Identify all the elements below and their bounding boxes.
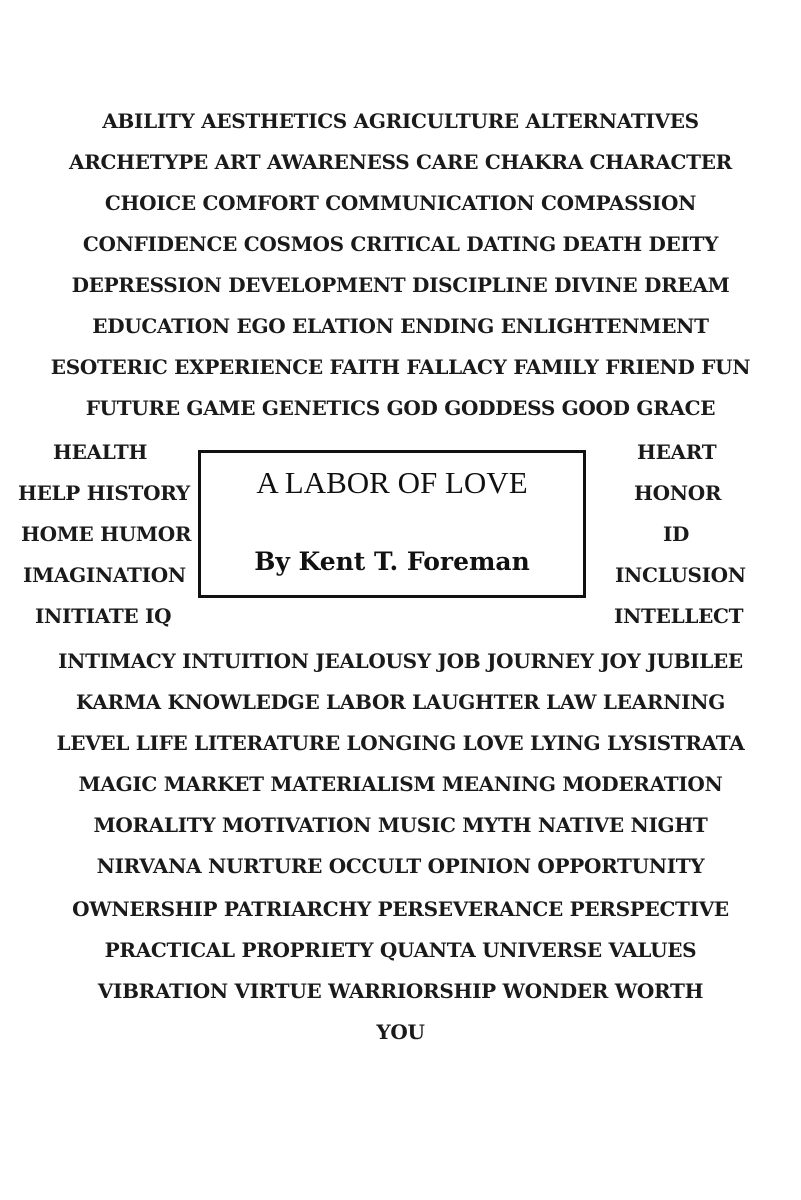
word-line: YOU [376,1020,425,1044]
word-line: INTIMACY INTUITION JEALOUSY JOB JOURNEY JOY JUBILEE [58,649,743,673]
word-line: PRACTICAL PROPRIETY QUANTA UNIVERSE VALUES [104,938,697,962]
word-line: OWNERSHIP PATRIARCHY PERSEVERANCE PERSPECTIVE [72,897,729,921]
side-word-right: HONOR [634,481,722,505]
word-line: MAGIC MARKET MATERIALISM MEANING MODERATION [78,772,723,796]
word-line: CHOICE COMFORT COMMUNICATION COMPASSION [104,191,697,215]
side-word-right: INTELLECT [614,604,744,628]
side-word-left: IMAGINATION [23,563,186,587]
title-box [198,450,586,598]
side-word-left: INITIATE IQ [35,604,172,628]
word-line: FUTURE GAME GENETICS GOD GODDESS GOOD GRACE [85,396,716,420]
side-word-right: ID [663,522,690,546]
word-line: NIRVANA NURTURE OCCULT OPINION OPPORTUNITY [96,854,705,878]
word-line: DEPRESSION DEVELOPMENT DISCIPLINE DIVINE DREAM [71,273,730,297]
side-word-left: HEALTH [53,440,148,464]
word-line: LEVEL LIFE LITERATURE LONGING LOVE LYING LYSISTRATA [56,731,745,755]
author-byline: By Kent T. Foreman [254,547,530,576]
word-line: VIBRATION VIRTUE WARRIORSHIP WONDER WORTH [97,979,704,1003]
word-line: ARCHETYPE ART AWARENESS CARE CHAKRA CHARACTER [69,150,732,174]
word-line: CONFIDENCE COSMOS CRITICAL DATING DEATH DEITY [82,232,719,256]
side-word-right: INCLUSION [615,563,746,587]
word-line: ESOTERIC EXPERIENCE FAITH FALLACY FAMILY FRIEND FUN [50,355,751,379]
side-word-left: HOME HUMOR [21,522,192,546]
word-line: EDUCATION EGO ELATION ENDING ENLIGHTENMENT [92,314,709,338]
word-line: MORALITY MOTIVATION MUSIC MYTH NATIVE NIGHT [93,813,708,837]
side-word-right: HEART [637,440,717,464]
word-line: ABILITY AESTHETICS AGRICULTURE ALTERNATIVES [102,109,699,133]
word-line: KARMA KNOWLEDGE LABOR LAUGHTER LAW LEARNING [76,690,725,714]
book-title: A LABOR OF LOVE [256,465,528,500]
side-word-left: HELP HISTORY [18,481,190,505]
